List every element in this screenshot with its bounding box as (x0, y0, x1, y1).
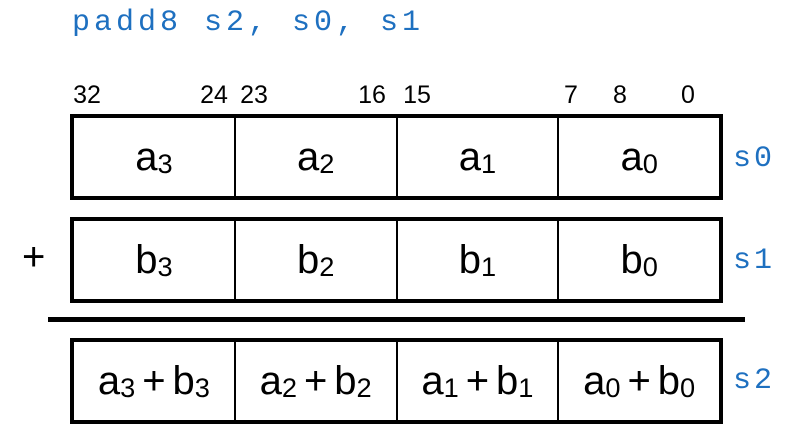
cell-term: b (496, 358, 519, 403)
cell-subscript: 0 (642, 251, 658, 283)
register-cell-a3 (74, 118, 234, 196)
register-cell-a3-plus-b3 (74, 342, 234, 420)
register-cell-a0-plus-b0 (557, 342, 719, 420)
cell-term: a (421, 358, 444, 403)
cell-subscript: 3 (157, 148, 173, 180)
cell-subscript: 2 (319, 148, 335, 180)
register-cell-a1 (396, 118, 558, 196)
cell-subscript: 1 (480, 251, 497, 283)
bit-label-8: 8 (613, 81, 627, 109)
cell-subscript: 0 (680, 372, 696, 404)
register-cell-b0 (557, 221, 719, 299)
register-cell-b3 (74, 221, 234, 299)
cell-plus-sign: + (627, 358, 651, 403)
cell-subscript: 1 (443, 372, 459, 404)
register-label-s0: s0 (733, 142, 776, 176)
cell-term: b (334, 358, 357, 403)
cell-subscript: 0 (605, 372, 621, 404)
bit-label-23: 23 (240, 81, 268, 109)
register-cell-b1 (396, 221, 558, 299)
cell-subscript: 2 (356, 372, 372, 404)
bit-label-15: 15 (403, 81, 431, 109)
bit-label-16: 16 (358, 81, 386, 109)
bit-label-24: 24 (200, 81, 228, 109)
cell-term: a (135, 134, 158, 179)
register-cell-b2 (234, 221, 396, 299)
cell-term: a (97, 358, 121, 403)
bit-label-7: 7 (564, 81, 578, 109)
register-label-s1: s1 (733, 244, 776, 278)
cell-subscript: 2 (281, 372, 297, 404)
cell-term: a (458, 134, 481, 179)
register-cell-a2-plus-b2 (234, 342, 396, 420)
instruction-title: padd8 s2, s0, s1 (72, 6, 425, 40)
cell-plus-sign: + (465, 358, 490, 403)
cell-subscript: 1 (480, 148, 497, 180)
cell-subscript: 0 (642, 148, 658, 180)
cell-subscript: 3 (157, 251, 173, 283)
cell-term: b (172, 358, 195, 403)
cell-term: b (458, 237, 481, 282)
register-row-s2 (70, 338, 723, 424)
cell-plus-sign: + (303, 358, 328, 403)
cell-term: b (135, 237, 158, 282)
register-cell-a2 (234, 118, 396, 196)
bit-label-0: 0 (681, 81, 695, 109)
cell-subscript: 3 (194, 372, 210, 404)
register-row-s0 (70, 114, 723, 200)
cell-subscript: 3 (120, 372, 136, 404)
cell-term: a (259, 358, 282, 403)
cell-term: a (296, 134, 320, 179)
cell-term: b (657, 358, 681, 403)
cell-term: b (296, 237, 320, 282)
bit-label-32: 32 (73, 81, 101, 109)
register-cell-a0 (557, 118, 719, 196)
cell-subscript: 2 (319, 251, 335, 283)
register-label-s2: s2 (733, 364, 776, 398)
cell-term: a (620, 134, 643, 179)
register-cell-a1-plus-b1 (396, 342, 558, 420)
cell-term: b (620, 237, 643, 282)
cell-subscript: 1 (518, 372, 534, 404)
sum-rule-line (48, 317, 745, 322)
register-row-s1 (70, 217, 723, 303)
cell-plus-sign: + (142, 358, 166, 403)
cell-term: a (583, 358, 606, 403)
plus-operator: + (22, 235, 46, 279)
